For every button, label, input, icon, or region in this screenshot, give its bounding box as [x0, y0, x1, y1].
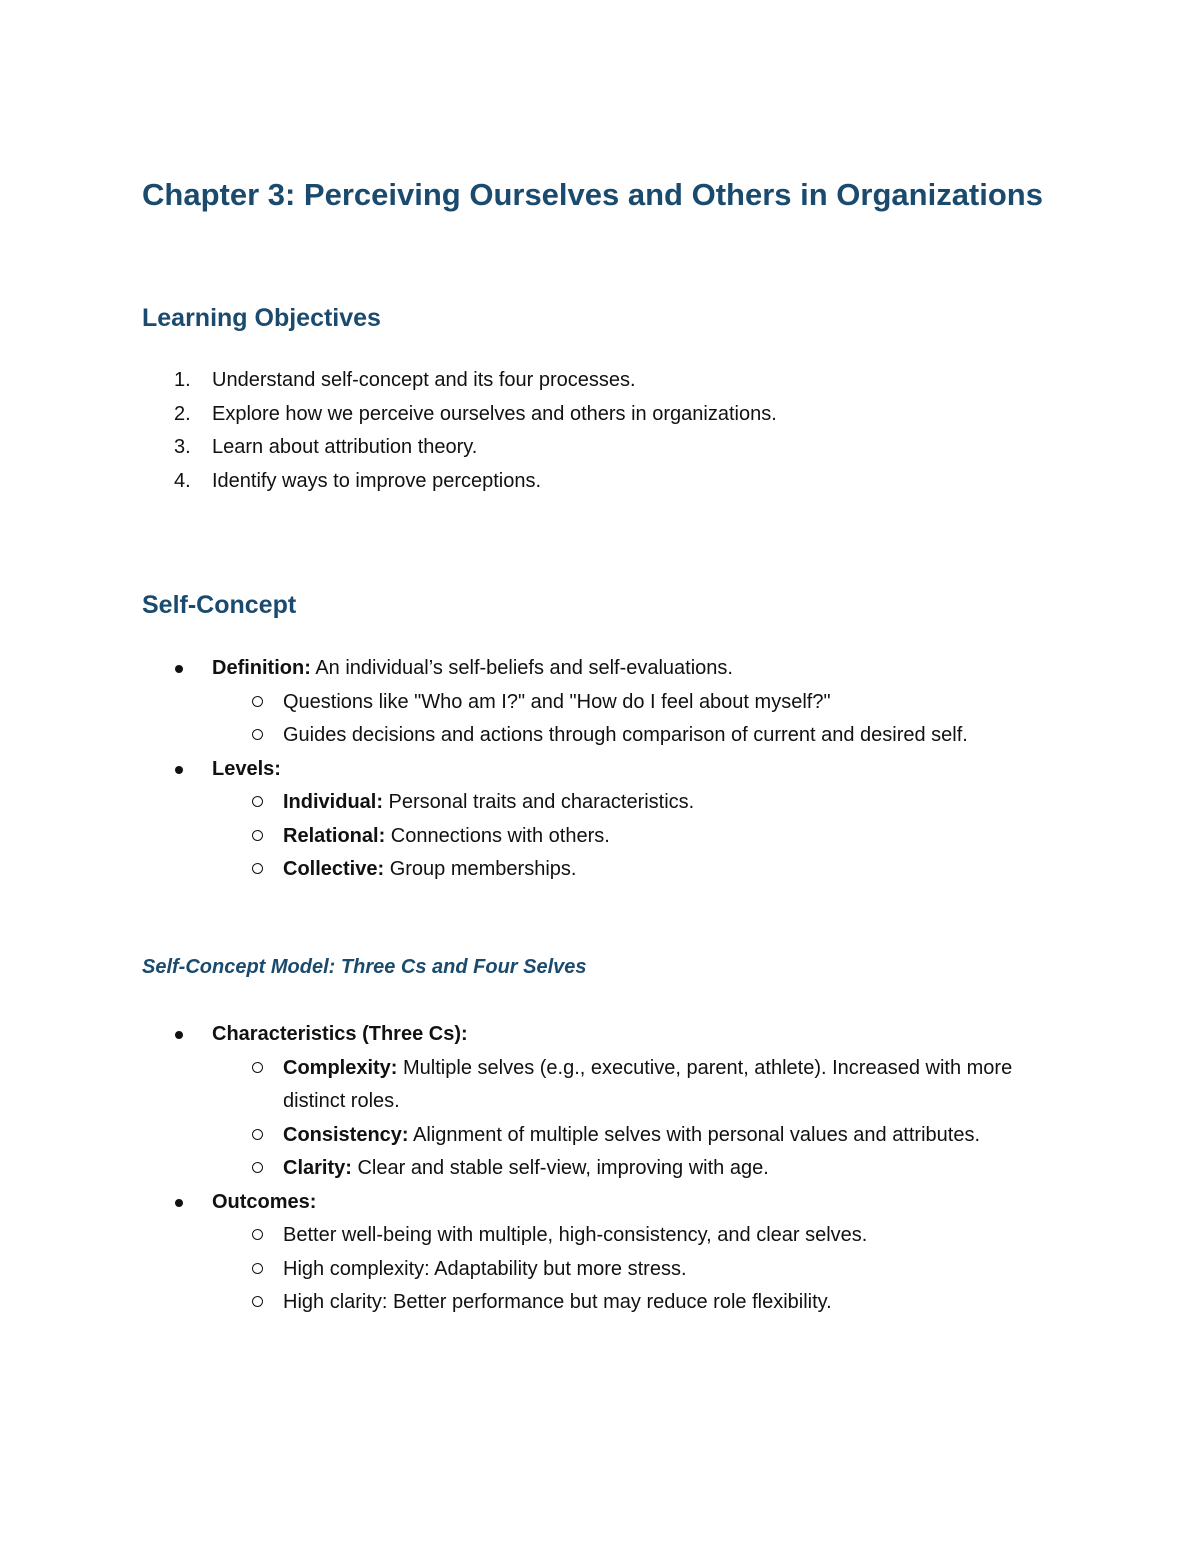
self-concept-list [170, 652, 1070, 887]
characteristic-label: Complexity: [283, 1056, 398, 1079]
list-item-text: Identify ways to improve perceptions. [212, 469, 542, 492]
circle-bullet-icon [252, 863, 263, 874]
definition-label: Definition: [212, 657, 311, 679]
bullet-icon [175, 766, 183, 774]
circle-bullet-icon [252, 1062, 263, 1073]
page-title: Chapter 3: Perceiving Ourselves and Others in Organizations [142, 177, 1043, 212]
self-concept-heading: Self-Concept [142, 591, 297, 619]
list-item [170, 398, 1070, 432]
characteristic-text: Clear and stable self-view, improving with age. [351, 1157, 769, 1179]
levels-sublist [212, 786, 1070, 887]
circle-bullet-icon [252, 830, 263, 841]
list-item-text: High complexity: Adaptability but more stress. [283, 1257, 687, 1280]
characteristic-text: Multiple selves (e.g., executive, parent, athlete). Increased with more distinct roles. [283, 1056, 1013, 1112]
list-item [212, 1152, 1070, 1186]
circle-bullet-icon [252, 796, 263, 807]
level-label: Collective: [283, 858, 385, 880]
bullet-icon [175, 665, 183, 673]
list-item-characteristics [170, 1018, 1070, 1186]
list-number: 4. [174, 469, 191, 492]
list-item [212, 1286, 1070, 1320]
list-item-levels [170, 753, 1070, 887]
level-text: Group memberships. [384, 858, 577, 880]
bullet-icon [175, 1031, 183, 1039]
level-text: Connections with others. [385, 824, 610, 847]
circle-bullet-icon [252, 696, 263, 707]
list-item [212, 853, 1070, 887]
list-item [212, 820, 1070, 854]
model-list [170, 1018, 1070, 1320]
levels-label: Levels: [212, 757, 281, 780]
circle-bullet-icon [252, 729, 263, 740]
list-item [212, 1253, 1070, 1287]
learning-objectives-heading: Learning Objectives [142, 304, 381, 332]
circle-bullet-icon [252, 1162, 263, 1173]
list-item [170, 431, 1070, 465]
list-number: 2. [174, 402, 191, 425]
list-item [170, 465, 1070, 499]
model-heading: Self-Concept Model: Three Cs and Four Selves [142, 956, 587, 978]
list-item [212, 1052, 1070, 1119]
list-item [212, 719, 1070, 753]
characteristic-label: Consistency: [283, 1123, 409, 1146]
circle-bullet-icon [252, 1129, 263, 1140]
list-item-text: Guides decisions and actions through comparison of current and desired self. [283, 724, 968, 746]
list-item-text: High clarity: Better performance but may reduce role flexibility. [283, 1291, 832, 1313]
definition-sublist [212, 686, 1070, 753]
characteristic-text: Alignment of multiple selves with personal values and attributes. [408, 1123, 981, 1146]
list-item [212, 1219, 1070, 1253]
outcomes-label: Outcomes: [212, 1190, 317, 1213]
circle-bullet-icon [252, 1263, 263, 1274]
list-item [212, 786, 1070, 820]
characteristics-label: Characteristics (Three Cs): [212, 1023, 468, 1045]
list-item [212, 686, 1070, 720]
list-item-text: Learn about attribution theory. [212, 436, 478, 458]
definition-text: An individual’s self-beliefs and self-evaluations. [310, 657, 733, 679]
list-item-text: Questions like "Who am I?" and "How do I feel about myself?" [283, 690, 831, 713]
list-item [170, 364, 1070, 398]
characteristic-label: Clarity: [283, 1157, 352, 1179]
list-item-text: Better well-being with multiple, high-consistency, and clear selves. [283, 1224, 868, 1246]
list-item-text: Understand self-concept and its four processes. [212, 369, 636, 391]
list-item-definition [170, 652, 1070, 753]
circle-bullet-icon [252, 1296, 263, 1307]
list-number: 1. [174, 369, 191, 391]
bullet-icon [175, 1199, 183, 1207]
list-item-text: Explore how we perceive ourselves and others in organizations. [212, 402, 777, 425]
learning-objectives-list [170, 364, 1070, 498]
list-number: 3. [174, 436, 191, 458]
circle-bullet-icon [252, 1229, 263, 1240]
characteristics-sublist [212, 1052, 1070, 1186]
list-item [212, 1119, 1070, 1153]
level-label: Individual: [283, 791, 383, 813]
list-item-outcomes [170, 1186, 1070, 1320]
level-text: Personal traits and characteristics. [383, 791, 695, 813]
level-label: Relational: [283, 824, 386, 847]
outcomes-sublist [212, 1219, 1070, 1320]
